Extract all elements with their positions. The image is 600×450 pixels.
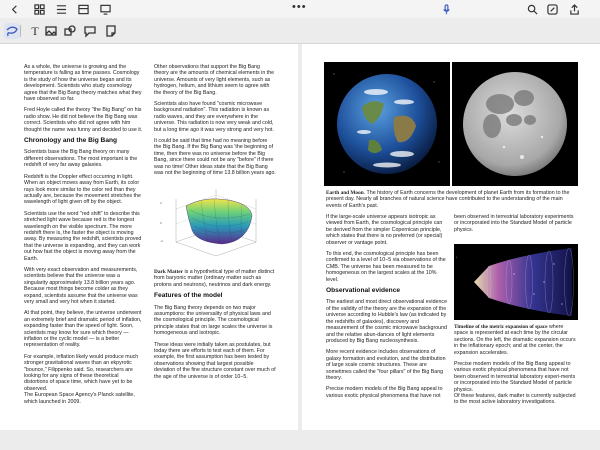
section-heading: Observational evidence	[326, 287, 401, 295]
paragraph: It could be said that time had no meaning before the Big Bang. If the Big Bang was 'the beginning of time, then there was no universe before the Big Bang, since there could not be any "before" if there was no time! Other ideas state that the Big Bang was not the beginning of time 13.8 billion years ago.	[154, 138, 276, 177]
paragraph: The Big Bang theory depends on two major assumptions: the universality of physical laws and the cosmological principle. The cosmological principle states that on large scales the universe is homogeneous and isotropic.	[154, 304, 273, 337]
search-icon[interactable]	[526, 3, 538, 15]
top-bar	[0, 0, 600, 18]
svg-text:0: 0	[160, 221, 162, 225]
lasso-tool-icon[interactable]	[4, 23, 20, 39]
right-page	[302, 44, 600, 430]
paragraph: Scientists base the Big Bang theory on many different observations. The most important is the redshift of very far away galaxies.	[24, 149, 138, 169]
left-page	[0, 44, 298, 430]
share-icon[interactable]	[568, 3, 580, 15]
annotate-icon[interactable]	[546, 3, 558, 15]
paragraph: The European Space Agency's Planck satellite, which launched in 2009.	[24, 392, 135, 405]
thumbnails-grid-icon[interactable]	[33, 3, 45, 15]
caption-text: . The history of Earth concerns the development of planet Earth from its formation to the present day. Nearly all branches of natural science have contributed to the understanding of the main events of Earth's past.	[326, 190, 570, 209]
right-page-column-2-lower	[454, 324, 578, 411]
right-page-column-2	[454, 214, 578, 238]
microphone-icon[interactable]	[440, 3, 452, 15]
paragraph: Precise modern models of the Big Bang appeal to various exotic physical phenomena that have not	[326, 386, 443, 399]
timeline-expansion-image	[454, 244, 578, 320]
svg-text:2: 2	[160, 201, 162, 205]
svg-text:•: •	[456, 256, 458, 259]
image-tool-icon[interactable]	[43, 23, 59, 39]
svg-text:-2: -2	[160, 239, 163, 243]
more-options-icon[interactable]: •••	[292, 1, 307, 13]
text-tool-icon[interactable]: T	[31, 23, 39, 38]
earth-moon-caption	[326, 190, 578, 214]
caption-text: where space is represented at each time by the circular sections. On the left, the dramatic expansion occurs in the inflationary epoch; and at the center, the expansion accelerates.	[454, 324, 576, 356]
paragraph: For example, inflation likely would produce much stronger gravitational waves than an ekpyrotic "bounce," Filippenko said. So, researchers are looking for any signs of these theoretical distortions of space time, which have yet to be observed.	[24, 353, 139, 392]
annotation-toolbar	[0, 18, 600, 44]
outline-list-icon[interactable]	[55, 3, 67, 15]
paragraph: Fred Hoyle called the theory "the Big Bang" on his radio show. He did not believe the Big Bang was correct. Scientists who did not agree with him thought the name was funny and decided to use it.	[24, 107, 143, 133]
section-heading: Chronology and the Big Bang	[24, 137, 118, 145]
paragraph: At that point, they believe, the universe underwent an extremely brief and dramatic period of inflation, expanding faster than the speed of light. Soon, scientists may know for sure which theory — inflation or the cyclic model — is a better representation of reality.	[24, 310, 142, 349]
bottom-bar	[0, 430, 600, 450]
paragraph: As a whole, the universe is growing and the temperature is falling as time passes. Cosmology is the study of how the universe began and its development. Scientists who study cosmology agree that the Big Bang theory matches what they have observed so far.	[24, 64, 142, 103]
left-page-column-2-lower	[154, 269, 276, 385]
moon-image	[452, 62, 578, 186]
toolbar-divider	[20, 25, 21, 37]
shape-tool-icon[interactable]	[62, 23, 78, 39]
back-icon[interactable]	[8, 3, 20, 15]
paragraph: Other observations that support the Big Bang theory are the amounts of chemical elements in the universe. Amounts of very light elements, such as hydrogen, helium, and lithium seem to agree with the theory of the Big Bang.	[154, 64, 275, 96]
paragraph: Of these features, dark matter is currently subjected to the most active laboratory investigations.	[454, 393, 576, 406]
paragraph: Scientists also have found "cosmic microwave background radiation". This radiation is known as radio waves, and they are everywhere in the universe. This radiation is now very weak and cold, but a long time ago it was very strong and very hot.	[154, 101, 274, 133]
paragraph: With very exact observation and measurements, scientists believe that the universe was a singularity approximately 13.8 billion years ago. Because most things become colder as they expand, scientists assume that the universe was very small and very hot when it started.	[24, 266, 138, 305]
figure-caption	[326, 190, 578, 209]
sticky-note-tool-icon[interactable]	[103, 23, 119, 39]
left-page-column-2	[154, 64, 276, 182]
section-heading: Features of the model	[154, 292, 223, 300]
comment-tool-icon[interactable]	[82, 23, 98, 39]
earth-image	[324, 62, 450, 186]
caption-text: is a hypothetical type of matter distinct from baryonic matter (ordinary matter such as protons and neutrons), neutrinos and dark energy.	[154, 269, 275, 288]
figure-caption	[154, 269, 276, 288]
paragraph: Scientists use the word "red shift" to describe this stretched light wave because red is the longest wavelength on the visible spectrum. The more redshift there is, the faster the object is moving away. By measuring the redshift, scientists proved that the universe is expanding, and they can work out how fast the object is moving away from the Earth.	[24, 210, 142, 262]
caption-title: Dark Matter	[154, 269, 183, 275]
share-screen-icon[interactable]	[99, 3, 111, 15]
paragraph: More recent evidence includes observations of galaxy formation and evolution, and the distribution of large scale cosmic structures. These are sometimes called the "four pillars" of the Big Bang theory.	[326, 349, 446, 381]
left-page-column-1	[24, 64, 144, 410]
paragraph: If the large-scale universe appears isotropic as viewed from Earth, the cosmological principle can be derived from the simpler Copernican principle, which states that there is no preferred (or special) observer or vantage point.	[326, 214, 443, 246]
paragraph: Redshift is the Doppler effect occurring in light. When an object moves away from Earth, its color rays look more similar to the color red than they actually are, because the movement stretches the wavelength of light given off by the object.	[24, 173, 141, 206]
right-page-column-1	[326, 214, 448, 404]
dark-matter-plot-image	[156, 184, 276, 264]
caption-title: Timeline of the metric expansion of space	[454, 324, 548, 330]
caption-title: Earth and Moon	[326, 190, 364, 196]
paragraph: The earliest and most direct observational evidence of the validity of the theory are the expansion of the universe according to Hubble's law (as indicated by the redshifts of galaxies), discovery and measurement of the cosmic microwave background and the relative abun-dances of light elements produced by Big Bang nucleosynthesis.	[326, 299, 448, 344]
paragraph: Precise modern models of the Big Bang appeal to various exotic physical phenomena that have not been observed in terrestrial laboratory experi-ments or incorporated into the Standard Model of particle physics.	[454, 361, 576, 393]
paragraph: been observed in terrestrial laboratory experiments or incorporated into the Standard Model of particle physics.	[454, 214, 574, 233]
bookmarks-icon[interactable]	[77, 3, 89, 15]
paragraph: These ideas were initially taken as postulates, but today there are efforts to test each of them. For example, the first assumption has been tested by observations showing that largest possible deviation of the fine structure constant over much of the age of the universe is of order 10−5.	[154, 341, 276, 380]
figure-caption	[454, 324, 578, 356]
paragraph: To this end, the cosmological principle has been confirmed to a level of 10−5 via observations of the CMB. The universe has been measured to be homogeneous on the largest scales at the 10% level.	[326, 251, 446, 283]
